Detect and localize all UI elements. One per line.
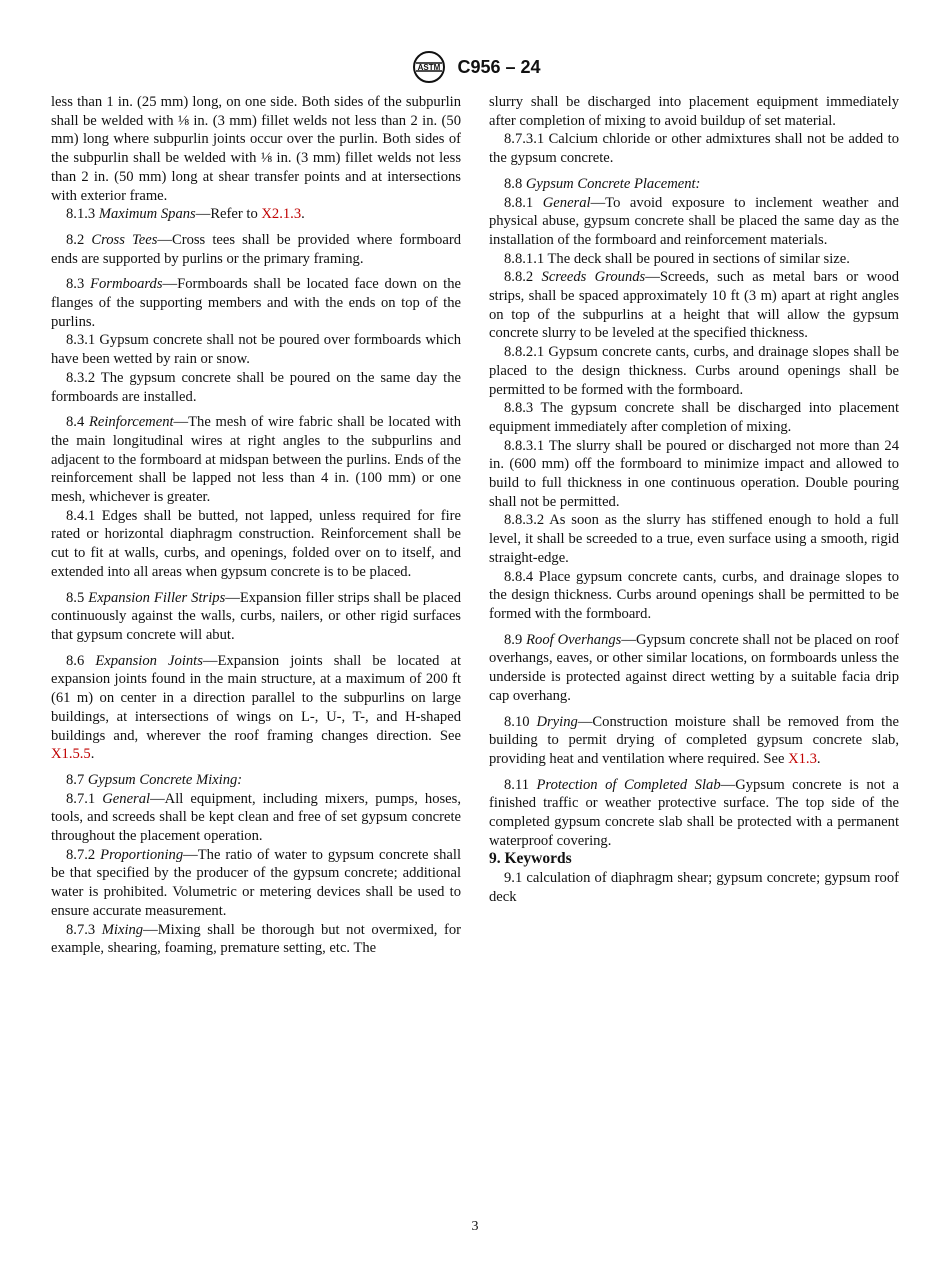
section-8-7-3: 8.7.3 Mixing—Mixing shall be thorough but not overmixed, for example, shearing, foaming, premature setting, etc. The xyxy=(51,921,461,957)
section-8-8-3-2: 8.8.3.2 As soon as the slurry has stiffened enough to hold a full level, it shall be screeded to a true, even surface using a smooth, rigid straight-edge. xyxy=(489,512,899,566)
svg-text:ASTM: ASTM xyxy=(418,63,441,72)
section-8-5: 8.5 Expansion Filler Strips—Expansion filler strips shall be placed continuously against the walls, curbs, nailers, or other rigid surfaces that gypsum concrete will abut. xyxy=(51,589,461,643)
section-8-8-2: 8.8.2 Screeds Grounds—Screeds, such as metal bars or wood strips, shall be spaced approximately 10 ft (3 m) apart at right angles on top of the subpurlins at a height that will allow the gypsum concrete slurry to be leveled at the specified thickness. xyxy=(489,269,899,342)
section-8-6: 8.6 Expansion Joints—Expansion joints shall be located at expansion joints found in the main structure, at a maximum of 200 ft (61 m) on center in a direction parallel to the subpurlins on large buildings, at intersections of wings on L-, U-, T-, and H-shaped buildings and, wherever the roof framing changes direction. See X1.5.5. xyxy=(51,652,462,763)
link-x1-3[interactable]: X1.3 xyxy=(788,750,817,767)
paragraph-continuation: slurry shall be discharged into placement equipment immediately after completion of mixing to avoid buildup of set material. xyxy=(489,94,899,129)
section-8-8-2-1: 8.8.2.1 Gypsum concrete cants, curbs, and drainage slopes shall be placed to the design thickness. Curbs around openings shall be permitted to be formed with the formboard. xyxy=(489,344,899,398)
section-8-8-3-1: 8.8.3.1 The slurry shall be poured or discharged not more than 24 in. (600 mm) off the formboard to minimize impact and allowed to build to full thickness in one continuous operation. Double pouring shall not be permitted. xyxy=(489,437,899,510)
right-column xyxy=(489,93,899,907)
section-8-8-4: 8.8.4 Place gypsum concrete cants, curbs, and drainage slopes to the design thickness. Curbs around openings shall be permitted to be formed with the formboard. xyxy=(489,568,899,622)
section-8-7-3-1: 8.7.3.1 Calcium chloride or other admixtures shall not be added to the gypsum concrete. xyxy=(489,131,899,167)
keywords-heading: 9. Keywords xyxy=(489,850,572,868)
section-8-7-1: 8.7.1 General—All equipment, including mixers, pumps, hoses, tools, and screeds shall be kept clean and free of set gypsum concrete throughout the placement operation. xyxy=(51,790,461,845)
section-9-1: 9.1 calculation of diaphragm shear; gypsum concrete; gypsum roof deck xyxy=(489,870,899,905)
section-8-10: 8.10 Drying—Construction moisture shall be removed from the building to permit drying of completed gypsum concrete slab, providing heat and ventilation where required. See X1.3. xyxy=(489,713,900,767)
section-8-4: 8.4 Reinforcement—The mesh of wire fabric shall be located with the main longitudinal wires at right angles to the subpurlins and adjacent to the formboard at midspan between the purlins. Ends of the reinforcement shall be lapped not less than 4 in. (100 mm) or one mesh, whichever is greater. xyxy=(51,414,462,506)
section-8-8: 8.8 Gypsum Concrete Placement: xyxy=(504,175,701,192)
section-8-9: 8.9 Roof Overhangs—Gypsum concrete shall not be placed on roof overhangs, eaves, or other similar locations, on formboards unless the underside is protected against direct wetting by a suitable facia drip cap overhang. xyxy=(489,631,900,704)
section-8-11: 8.11 Protection of Completed Slab—Gypsum concrete is not a finished traffic or weather protective surface. The top side of the completed gypsum concrete slab shall be protected with a permanent waterproof covering. xyxy=(489,776,899,849)
section-8-3-1: 8.3.1 Gypsum concrete shall not be poured over formboards which have been wetted by rain or snow. xyxy=(51,332,461,368)
document-designation: C956 – 24 xyxy=(457,56,541,77)
paragraph-continuation: less than 1 in. (25 mm) long, on one side. Both sides of the subpurlin shall be welded with ⅛ in. (3 mm) fillet welds not less than 2 in. (50 mm) long where subpurlin joints occur over the purlin. Both sides of the subpurlin shall be welded with ⅛ in. (3 mm) fillet welds not less than 2 in. (50 mm) long at shear transfer points and at intersections with exterior frame. xyxy=(51,94,461,204)
section-8-8-1: 8.8.1 General—To avoid exposure to inclement weather and physical abuse, gypsum concrete shall be placed the same day as the installation of the formboard and reinforcement materials. xyxy=(489,194,899,248)
section-8-7-2: 8.7.2 Proportioning—The ratio of water to gypsum concrete shall be that specified by the producer of the gypsum concrete; additional water is prohibited. Volumetric or metering devices shall be used to ensure accurate measurement. xyxy=(51,846,461,919)
section-8-3: 8.3 Formboards—Formboards shall be located face down on the flanges of the supporting members and with the ends on top of the purlins. xyxy=(51,276,462,330)
section-8-4-1: 8.4.1 Edges shall be butted, not lapped, unless required for fire rated or horizontal diaphragm construction. Reinforcement shall be cut to fit at walls, curbs, and openings, folded over on to itself, and extended into all areas when gypsum concrete is to be placed. xyxy=(51,507,461,580)
page-number: 3 xyxy=(471,1219,479,1234)
link-x1-5-5[interactable]: X1.5.5 xyxy=(51,746,91,763)
link-x2-1-3[interactable]: X2.1.3 xyxy=(261,206,302,223)
left-column xyxy=(51,93,461,958)
astm-logo xyxy=(409,50,449,84)
section-8-2: 8.2 Cross Tees—Cross tees shall be provided where formboard ends are supported by purlins or the primary framing. xyxy=(51,231,461,267)
section-8-8-1-1: 8.8.1.1 The deck shall be poured in sections of similar size. xyxy=(504,250,850,267)
section-8-7: 8.7 Gypsum Concrete Mixing: xyxy=(66,771,243,788)
page-header xyxy=(0,50,950,84)
section-8-1-3: 8.1.3 Maximum Spans—Refer to X2.1.3. xyxy=(66,206,305,223)
section-8-3-2: 8.3.2 The gypsum concrete shall be poured on the same day the formboards are installed. xyxy=(51,369,461,405)
section-8-8-3: 8.8.3 The gypsum concrete shall be discharged into placement equipment immediately after completion of mixing. xyxy=(489,400,899,435)
